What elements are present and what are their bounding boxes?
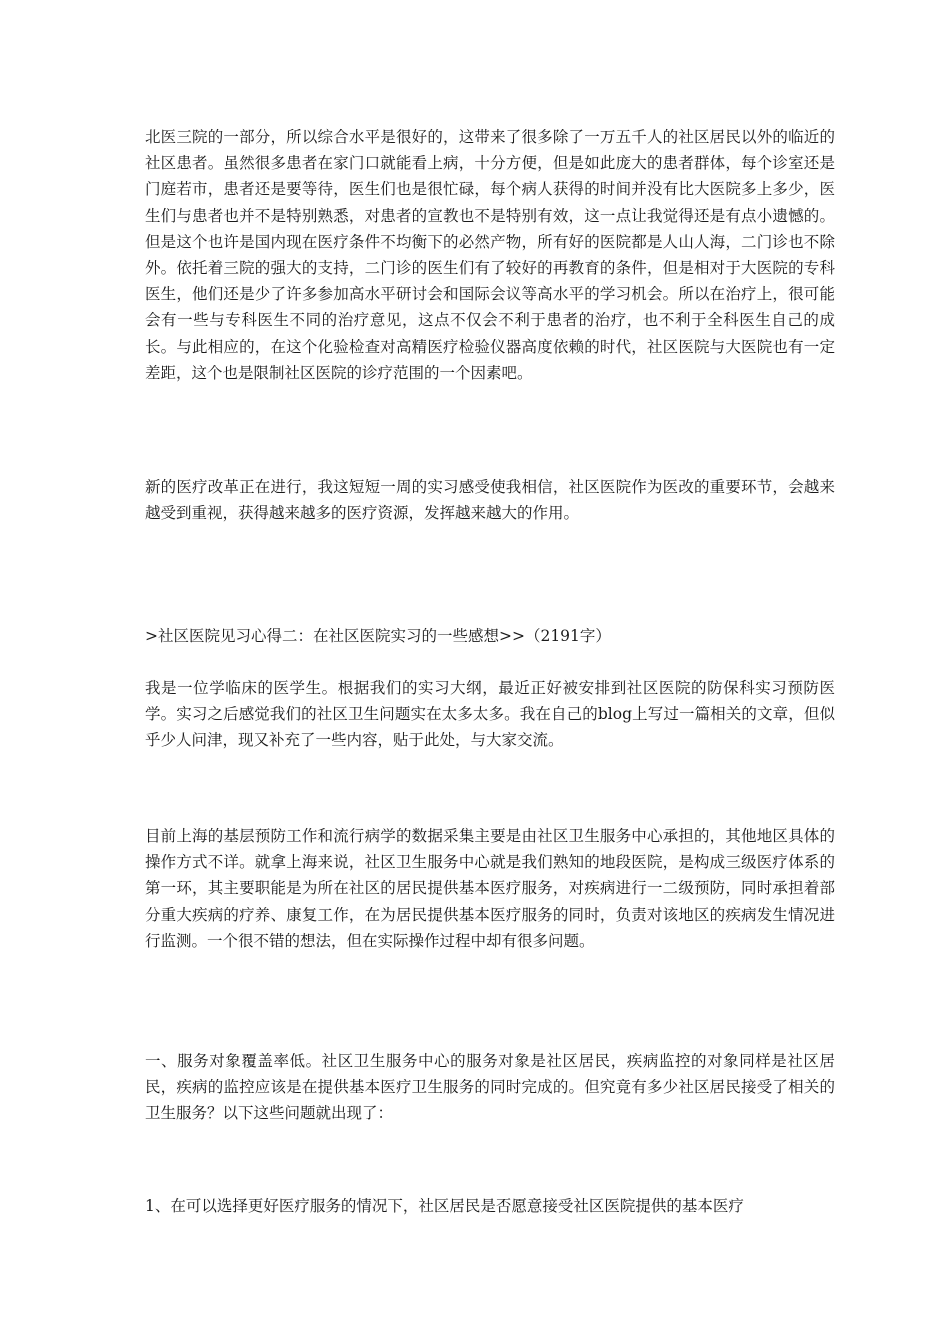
section-heading-internship-thoughts: >社区医院见习心得二：在社区医院实习的一些感想>>（2191字） — [145, 627, 611, 645]
paragraph-author-intro: 我是一位学临床的医学生。根据我们的实习大纲，最近正好被安排到社区医院的防保科实习预防医学。实习之后感觉我们的社区卫生问题实在太多太多。我在自己的blog上写过一篇相关的文章，但似乎少人问津，现又补充了一些内容，贴于此处，与大家交流。 — [145, 679, 835, 750]
paragraph-community-hospital-overview: 北医三院的一部分，所以综合水平是很好的，这带来了很多除了一万五千人的社区居民以外的临近的社区患者。虽然很多患者在家门口就能看上病，十分方便，但是如此庞大的患者群体，每个诊室还是门庭若市，患者还是要等待，医生们也是很忙碌，每个病人获得的时间并没有比大医院多上多少，医生们与患者也并不是特别熟悉，对患者的宣教也不是特别有效，这一点让我觉得还是有点小遗憾的。但是这个也许是国内现在医疗条件不均衡下的必然产物，所有好的医院都是人山人海，二门诊也不除外。依托着三院的强大的支持，二门诊的医生们有了较好的再教育的条件，但是相对于大医院的专科医生，他们还是少了许多参加高水平研讨会和国际会议等高水平的学习机会。所以在治疗上，很可能会有一些与专科医生不同的治疗意见，这点不仅会不利于患者的治疗，也不利于全科医生自己的成长。与此相应的，在这个化验检查对高精医疗检验仪器高度依赖的时代，社区医院与大医院也有一定差距，这个也是限制社区医院的诊疗范围的一个因素吧。 — [145, 128, 835, 382]
paragraph-shanghai-prevention: 目前上海的基层预防工作和流行病学的数据采集主要是由社区卫生服务中心承担的，其他地区具体的操作方式不详。就拿上海来说，社区卫生服务中心就是我们熟知的地段医院，是构成三级医疗体系的第一环，其主要职能是为所在社区的居民提供基本医疗服务，对疾病进行一二级预防，同时承担着部分重大疾病的疗养、康复工作，在为居民提供基本医疗服务的同时，负责对该地区的疾病发生情况进行监测。一个很不错的想法，但在实际操作过程中却有很多问题。 — [145, 827, 835, 950]
paragraph-medical-reform: 新的医疗改革正在进行，我这短短一周的实习感受使我相信，社区医院作为医改的重要环节，会越来越受到重视，获得越来越多的医疗资源，发挥越来越大的作用。 — [145, 478, 835, 523]
paragraph-question-one: 1、在可以选择更好医疗服务的情况下，社区居民是否愿意接受社区医院提供的基本医疗 — [145, 1197, 744, 1215]
paragraph-coverage-issue: 一、服务对象覆盖率低。社区卫生服务中心的服务对象是社区居民，疾病监控的对象同样是社区居民，疾病的监控应该是在提供基本医疗卫生服务的同时完成的。但究竟有多少社区居民接受了相关的卫生服务？以下这些问题就出现了： — [145, 1052, 835, 1123]
